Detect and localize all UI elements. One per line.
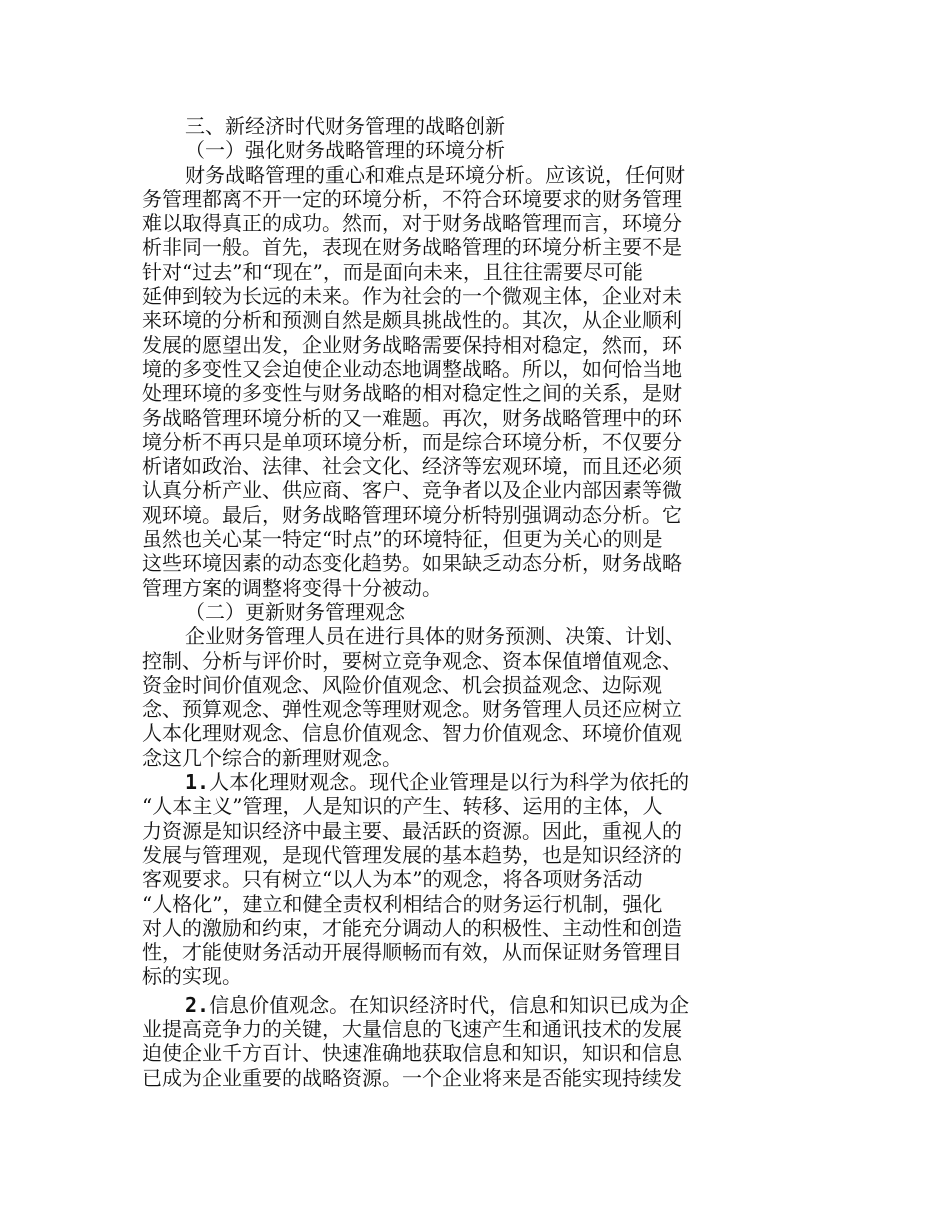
paragraph-line: 对人的激励和约束，才能充分调动人的积极性、主动性和创造	[142, 915, 682, 940]
subsection-title-1: （一）强化财务战略管理的环境分析	[185, 138, 505, 163]
paragraph-management-concepts	[142, 624, 732, 770]
paragraph-line: 析非同一般。首先，表现在财务战略管理的环境分析主要不是	[142, 235, 682, 260]
paragraph-line: 务战略管理环境分析的又一难题。再次，财务战略管理中的环	[142, 405, 682, 430]
paragraph-line: 难以取得真正的成功。然而，对于财务战略管理而言，环境分	[142, 211, 682, 236]
paragraph-line: 处理环境的多变性与财务战略的相对稳定性之间的关系，是财	[142, 381, 682, 406]
paragraph-line: “人本主义”管理，人是知识的产生、转移、运用的主体，人	[142, 794, 663, 819]
paragraph-line: 发展的愿望出发，企业财务战略需要保持相对稳定，然而，环	[142, 332, 682, 357]
subsection-title-2: （二）更新财务管理观念	[185, 599, 405, 624]
paragraph-information-value	[142, 993, 732, 1090]
paragraph-line: 客观要求。只有树立“以人为本”的观念，将各项财务活动	[142, 867, 643, 892]
paragraph-line: 观环境。最后，财务战略管理环境分析特别强调动态分析。它	[142, 502, 682, 527]
paragraph-line: 这些环境因素的动态变化趋势。如果缺乏动态分析，财务战略	[142, 551, 682, 576]
paragraph-line: 迫使企业千方百计、快速准确地获取信息和知识，知识和信息	[142, 1041, 682, 1066]
paragraph-line: 企业财务管理人员在进行具体的财务预测、决策、计划、	[185, 624, 685, 649]
paragraph-line: 已成为企业重要的战略资源。一个企业将来是否能实现持续发	[142, 1065, 682, 1090]
paragraph-line-text: 人本化理财观念。现代企业管理是以行为科学为依托的	[209, 770, 690, 795]
paragraph-line: 延伸到较为长远的未来。作为社会的一个微观主体，企业对未	[142, 284, 682, 309]
paragraph-line: 力资源是知识经济中最主要、最活跃的资源。因此，重视人的	[142, 818, 682, 843]
item-number: 1.	[185, 770, 210, 795]
section-title: 三、新经济时代财务管理的战略创新	[185, 114, 505, 138]
paragraph-line: 虽然也关心某一特定“时点”的环境特征，但更为关心的则是	[142, 527, 663, 552]
paragraph-line: 资金时间价值观念、风险价值观念、机会损益观念、边际观	[142, 672, 662, 697]
paragraph-line	[142, 770, 732, 794]
paragraph-line: 境分析不再只是单项环境分析，而是综合环境分析，不仅要分	[142, 429, 682, 454]
paragraph-line-text: 信息价值观念。在知识经济时代，信息和知识已成为企	[209, 992, 690, 1017]
paragraph-line: 发展与管理观，是现代管理发展的基本趋势，也是知识经济的	[142, 842, 682, 867]
paragraph-line: 性，才能使财务活动开展得顺畅而有效，从而保证财务管理目	[142, 940, 682, 965]
paragraph-line: 针对“过去”和“现在”，而是面向未来，且往往需要尽可能	[142, 259, 643, 284]
paragraph-humanistic-finance	[142, 770, 732, 989]
paragraph-line: 控制、分析与评价时，要树立竞争观念、资本保值增值观念、	[142, 648, 682, 673]
paragraph-line	[142, 993, 732, 1017]
paragraph-line: 标的实现。	[142, 964, 242, 989]
paragraph-line: 来环境的分析和预测自然是颇具挑战性的。其次，从企业顺利	[142, 308, 682, 333]
paragraph-line: 念、预算观念、弹性观念等理财观念。财务管理人员还应树立	[142, 697, 682, 722]
document-page	[142, 114, 732, 1090]
paragraph-line: 管理方案的调整将变得十分被动。	[142, 575, 442, 600]
paragraph-line: 认真分析产业、供应商、客户、竞争者以及企业内部因素等微	[142, 478, 682, 503]
paragraph-line: “人格化”，建立和健全责权利相结合的财务运行机制，强化	[142, 891, 663, 916]
item-number: 2.	[185, 992, 210, 1017]
paragraph-environment-analysis	[142, 163, 732, 600]
paragraph-line: 念这几个综合的新理财观念。	[142, 745, 402, 770]
paragraph-line: 境的多变性又会迫使企业动态地调整战略。所以，如何恰当地	[142, 356, 682, 381]
paragraph-line: 业提高竞争力的关键，大量信息的飞速产生和通讯技术的发展	[142, 1016, 682, 1041]
paragraph-line: 务管理都离不开一定的环境分析，不符合环境要求的财务管理	[142, 186, 682, 211]
paragraph-line: 人本化理财观念、信息价值观念、智力价值观念、环境价值观	[142, 721, 682, 746]
paragraph-line: 析诸如政治、法律、社会文化、经济等宏观环境，而且还必须	[142, 454, 682, 479]
paragraph-line: 财务战略管理的重心和难点是环境分析。应该说，任何财	[185, 162, 685, 187]
